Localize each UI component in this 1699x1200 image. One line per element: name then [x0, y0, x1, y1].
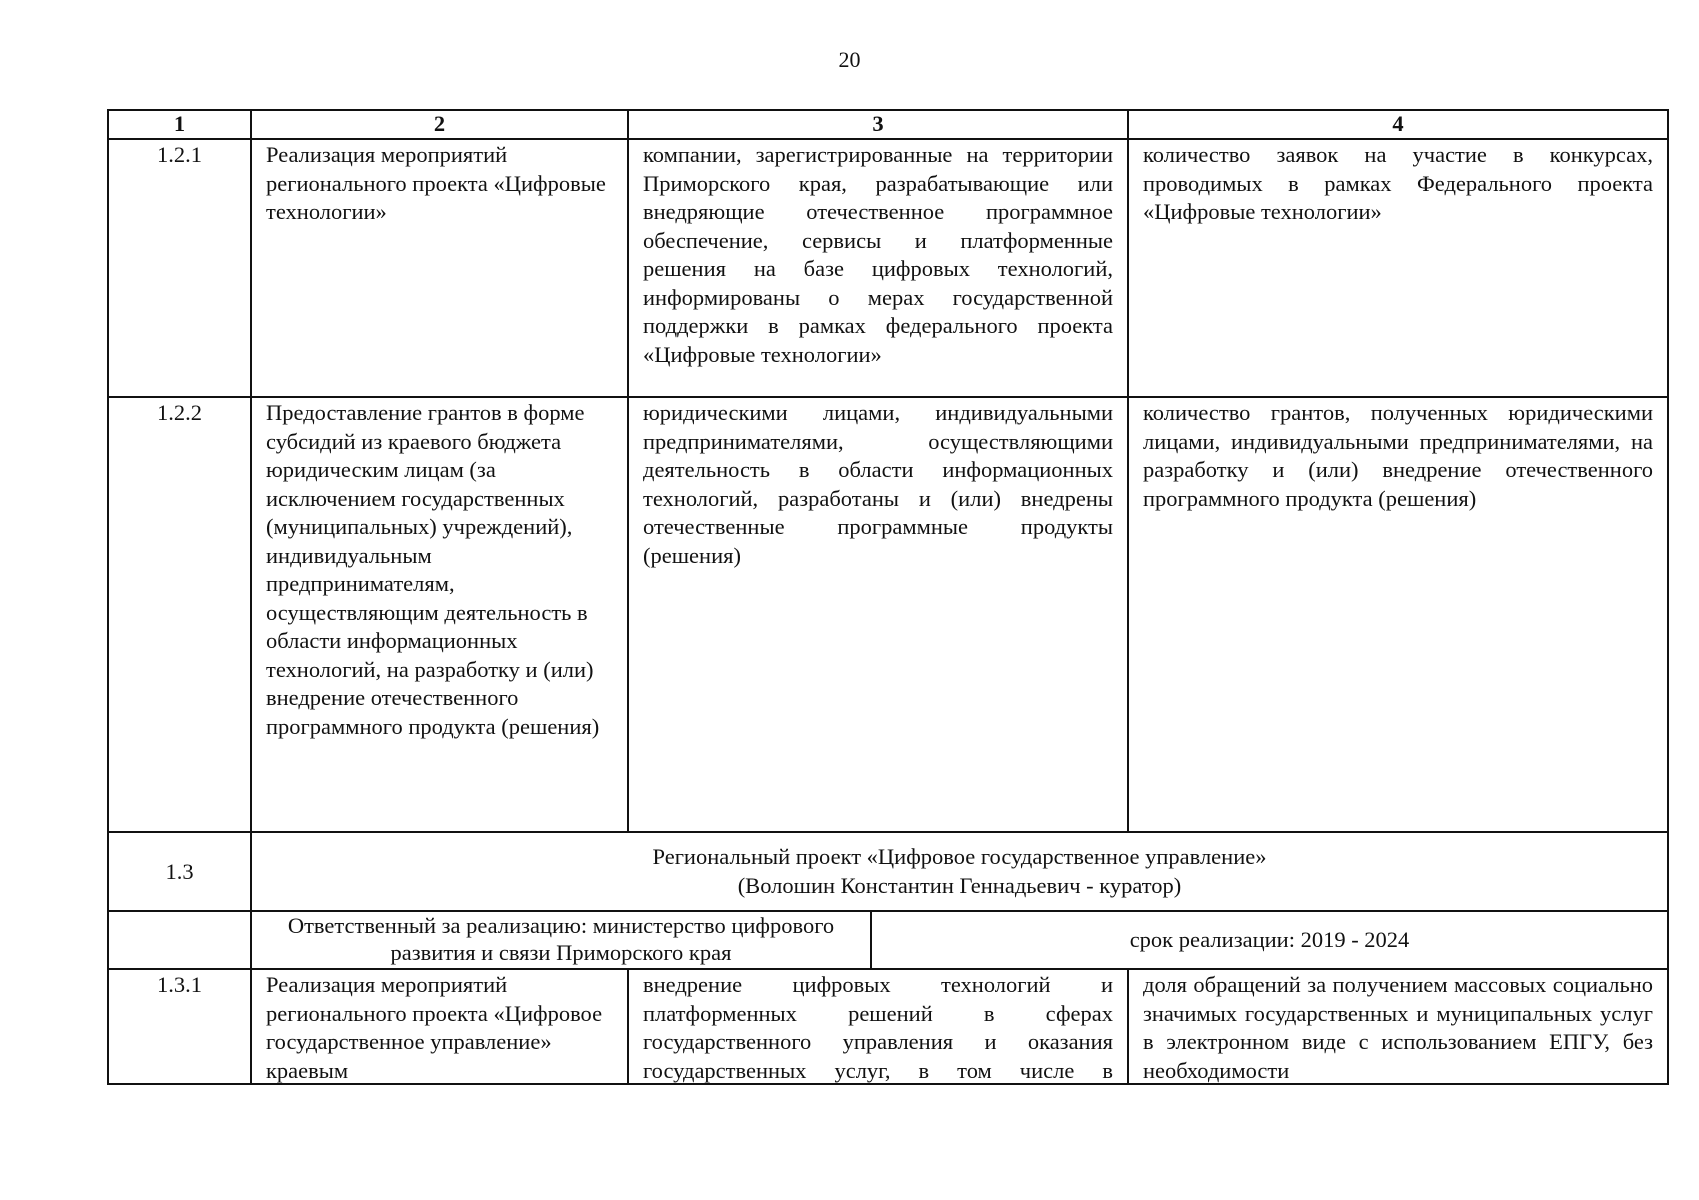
- table-row: [108, 139, 1668, 397]
- activity-indicator: количество заявок на участие в конкурсах, проводимых в рамках Федерального проекта «Цифровые технологии»: [1128, 139, 1668, 397]
- project-title-line-1: Региональный проект «Цифровое государственное управление»: [652, 844, 1267, 869]
- activity-name-text: Реализация мероприятий регионального проекта «Цифровое государственное управление» краевым: [266, 972, 603, 1083]
- row-number: 1.2.1: [108, 139, 251, 397]
- table-row: [108, 397, 1668, 832]
- column-header-1: 1: [108, 110, 251, 139]
- column-header-4: 4: [1128, 110, 1668, 139]
- row-number: 1.3.1: [108, 969, 251, 1084]
- implementation-term: срок реализации: 2019 - 2024: [1129, 926, 1410, 952]
- activity-name: [251, 969, 628, 1084]
- activities-table: [107, 109, 1669, 1085]
- activity-result-text: внедрение цифровых технологий и платформенных решений в сферах государственного управления и оказания государственных услуг, в том числе в: [643, 972, 1113, 1083]
- responsible-cell: [251, 911, 1668, 969]
- activity-indicator: [1128, 969, 1668, 1084]
- table-header-row: [108, 110, 1668, 139]
- responsible-row: [108, 911, 1668, 969]
- activity-result: юридическими лицами, индивидуальными предпринимателями, осуществляющими деятельность в области информационных технологий, разработаны и (или) внедрены отечественные программные продукты (решения): [628, 397, 1128, 832]
- activity-result: [628, 969, 1128, 1084]
- project-number: 1.3: [108, 832, 251, 911]
- page-number: 20: [838, 47, 861, 72]
- responsible-executor: Ответственный за реализацию: министерство цифрового развития и связи Приморского края: [252, 912, 872, 968]
- empty-cell: [108, 911, 251, 969]
- activity-indicator-text: доля обращений за получением массовых социально значимых государственных и муниципальных услуг в электронном виде с использованием ЕПГУ, без необходимости: [1143, 972, 1653, 1083]
- column-header-3: 3: [628, 110, 1128, 139]
- activity-name: Реализация мероприятий регионального проекта «Цифровые технологии»: [251, 139, 628, 397]
- project-row: [108, 832, 1668, 911]
- project-title: [251, 832, 1668, 911]
- activity-name: Предоставление грантов в форме субсидий из краевого бюджета юридическим лицам (за исключением государственных (муниципальных) учреждений), индивидуальным предпринимателям, осуществляющим деятельность в области информационных технологий, на разработку и (или) внедрение отечественного программного продукта (решения): [251, 397, 628, 832]
- row-number: 1.2.2: [108, 397, 251, 832]
- activity-result: компании, зарегистрированные на территории Приморского края, разрабатывающие или внедряющие отечественное программное обеспечение, сервисы и платформенные решения на базе цифровых технологий, информированы о мерах государственной поддержки в рамках федерального проекта «Цифровые технологии»: [628, 139, 1128, 397]
- project-curator-line: (Волошин Константин Геннадьевич - куратор): [737, 872, 1182, 898]
- table-row: [108, 969, 1668, 1084]
- column-header-2: 2: [251, 110, 628, 139]
- activity-indicator: количество грантов, полученных юридическими лицами, индивидуальными предпринимателями, на разработку и (или) внедрение отечественного программного продукта (решения): [1128, 397, 1668, 832]
